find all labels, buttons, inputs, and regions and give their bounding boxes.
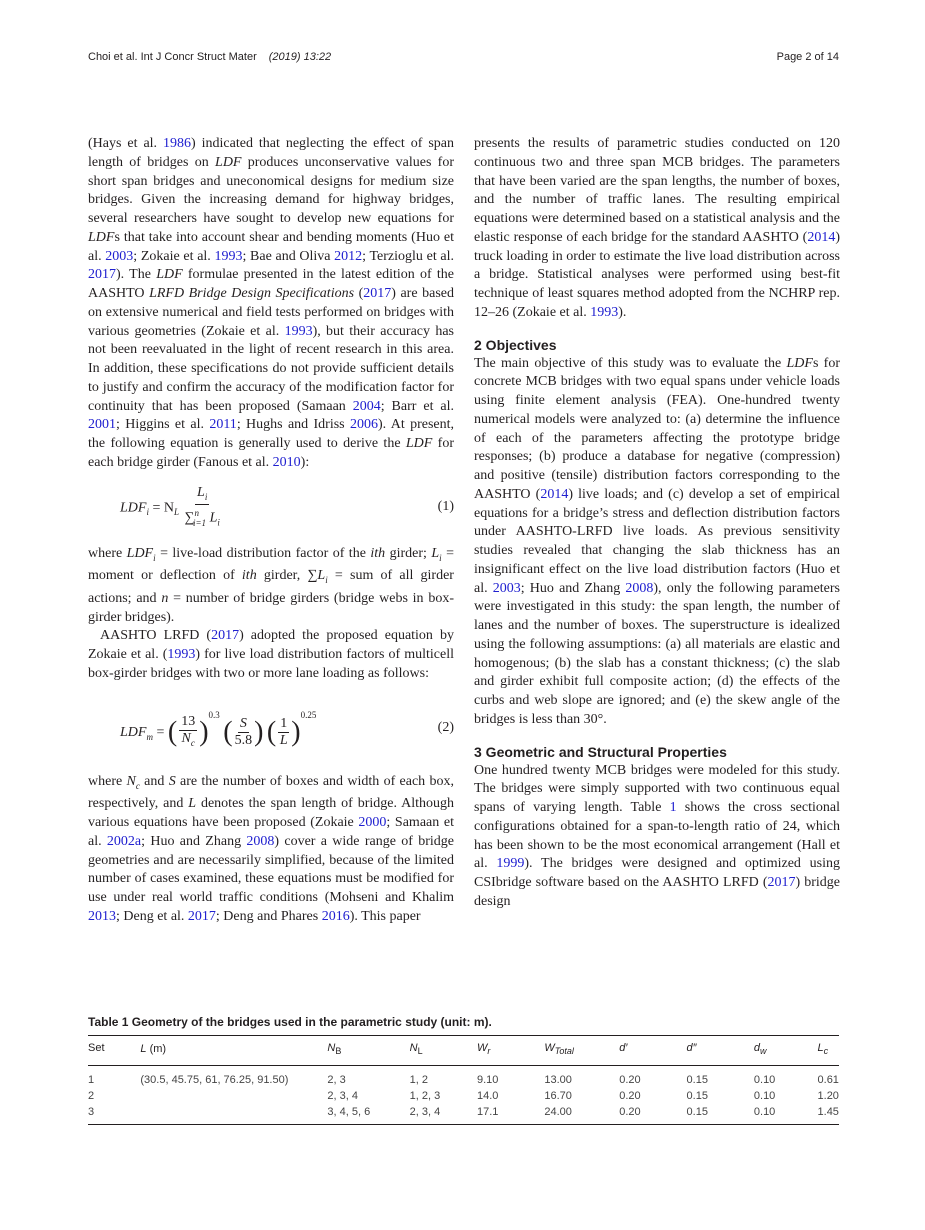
geometry-table	[88, 1035, 839, 1125]
text-run: LRFD Bridge Design Specifications	[149, 286, 355, 301]
citation-link[interactable]: 2006	[349, 417, 378, 433]
text-run: LDF	[126, 545, 154, 561]
table-cell: 0.15	[686, 1074, 708, 1087]
paragraph	[88, 135, 454, 473]
table-cell: 1, 2, 3	[409, 1090, 441, 1103]
text-run: c	[135, 780, 140, 791]
citation-link[interactable]: 2017	[211, 628, 240, 644]
eq-term: 1	[280, 715, 288, 731]
eq-term: ∑	[184, 510, 195, 526]
text-run: ) indicated that neglecting the effect of span length of bridges on	[88, 136, 454, 170]
text-run: presents the results of parametric studies conducted on 120 continuous two and three span MCB bridges. The parameters that have been varied are the span lengths, the number of boxes, and the number of traffic lanes. The resulting empirical equations were determined based on a statistical analysis and the elastic response of each bridge for the standard AASHTO (	[474, 136, 840, 245]
text-run: L	[431, 545, 440, 561]
paragraph	[88, 627, 454, 683]
text-run: (	[354, 286, 364, 301]
citation-link[interactable]: 1993	[214, 248, 243, 264]
eq-term: = N	[148, 499, 174, 515]
text-run: = sum of all girder actions; and	[88, 568, 454, 606]
table-cell: 1, 2	[409, 1074, 429, 1087]
table-cell: 2	[88, 1090, 95, 1103]
text-run: i	[439, 552, 442, 563]
text-run: ) for live load distribution factors of multicell box-girder bridges with two or more lane loading as follows:	[88, 647, 454, 681]
paragraph	[474, 762, 840, 912]
eq-exponent: 0.3	[208, 709, 220, 720]
text-run: L	[188, 796, 197, 812]
equation-number: (2)	[437, 719, 454, 735]
text-run: denotes the span length of bridge. Although various equations have been proposed (Zokaie	[88, 796, 454, 831]
column-header	[88, 1036, 140, 1066]
text-run: LDF	[786, 355, 813, 371]
eq-term: LDF	[120, 499, 147, 515]
text-run: ; Hughs and Idriss	[236, 417, 350, 433]
text-run: The main objective of this study was to evaluate the	[474, 355, 787, 371]
text-run: ) live loads; and (c) develop a set of empirical equations for a bridge’s stress and deflection distribution factors under AASHTO-LRFD live loads. As previous sensitivity studies revealed that changing the slab thickness has an insignificant effect on the live load distribution factors (Huo et al.	[474, 486, 840, 596]
header-subscript: r	[487, 1046, 491, 1057]
table-cell: 2, 3	[327, 1074, 346, 1087]
text-run: L	[317, 568, 326, 584]
column-header	[544, 1036, 619, 1066]
table-cell: 1	[88, 1074, 95, 1087]
text-run: LDF	[156, 267, 183, 283]
header-text: N	[327, 1042, 336, 1054]
text-run: are the number of boxes and width of each box, respectively, and	[88, 773, 454, 812]
fraction	[278, 716, 289, 749]
text-run: ).	[618, 304, 627, 320]
eq-sub: c	[190, 737, 195, 748]
running-header-citation	[88, 51, 331, 63]
citation-link[interactable]: 1999	[496, 856, 525, 872]
text-run: ; Zokaie et al.	[133, 248, 215, 264]
paragraph	[88, 773, 454, 927]
table-row	[88, 1066, 839, 1089]
text-run: i	[325, 575, 328, 586]
table-cell: 3, 4, 5, 6	[327, 1104, 409, 1125]
text-run: ) cover a wide range of bridge geometries and are necessarily simplified, because of the limited number of cases examined, these equations must be modified for use under real world traffic conditions (Mohseni and Khalim	[88, 833, 454, 906]
citation-link[interactable]: 2011	[209, 417, 237, 433]
text-run: ; Terzioglu et al.	[362, 248, 454, 264]
text-run: where	[88, 545, 127, 561]
table-cell	[140, 1104, 327, 1125]
table-cell: 0.10	[753, 1090, 776, 1103]
table-cell: 13.00	[544, 1074, 572, 1087]
header-subscript: Total	[554, 1046, 574, 1057]
table-cell: (30.5, 45.75, 61, 76.25, 91.50)	[140, 1074, 289, 1087]
citation-link[interactable]: 1993	[167, 647, 196, 663]
text-run: ), only the following parameters were investigated in this study: the span length, the number of lanes and the number of boxes. The superstructure is idealized using the following assumptions: (a) all materials are elastic and homogenous; (b) the slab has a constant thickness; (c) the slab and girder exhibit full composite action; (d) the effects of the curbs and web slope are ignored; and (e) the skew angle of the bridges is less than 30°.	[474, 580, 840, 727]
text-run: ; Bae and Oliva	[242, 248, 335, 264]
text-run: ):	[300, 454, 310, 470]
table-cell: 17.1	[477, 1104, 544, 1125]
table-cell: 0.61	[817, 1074, 839, 1087]
column-header	[477, 1036, 544, 1066]
citation-link[interactable]: 2014	[807, 229, 836, 245]
text-run: ). The	[116, 267, 157, 283]
text-run: for each bridge girder (Fanous et al.	[88, 436, 454, 470]
text-run: LDF	[405, 436, 433, 451]
header-text: N	[409, 1042, 418, 1054]
text-run: shows the cross sectional configurations obtained for a span-to-length ratio of 24, which has been shown to be the most economical arrangement (Hall et al.	[474, 800, 840, 872]
text-run: AASHTO LRFD (	[100, 628, 212, 644]
text-run: formulae presented in the latest edition of the AASHTO	[88, 267, 454, 301]
column-header	[327, 1036, 409, 1066]
text-run: i	[153, 552, 156, 563]
table-cell: 0.20	[619, 1074, 641, 1087]
eq-sub: m	[146, 731, 153, 742]
header-subscript: L	[417, 1046, 423, 1057]
citation-link[interactable]: 2003	[492, 580, 521, 596]
text-run: = number of bridge girders (bridge webs in box-girder bridges).	[88, 590, 454, 625]
header-subscript: c	[823, 1046, 829, 1057]
text-run: ). This paper	[349, 908, 421, 924]
text-run: N	[126, 773, 136, 789]
table-cell: 9.10	[476, 1074, 499, 1087]
table-cell: 3	[88, 1104, 140, 1125]
citation-link[interactable]: 2017	[88, 267, 116, 283]
text-run: ) bridge design	[474, 875, 840, 909]
text-run: where	[88, 773, 127, 789]
page-number: Page 2 of 14	[776, 51, 839, 63]
text-run: produces unconservative values for short span bridges and uneconomical designs for medium size bridges. Given the increasing demand for highway bridges, several researchers have sought to develop new equations for	[88, 154, 455, 226]
text-run: ) truck loading in order to estimate the live load distribution across a bridge. Statistical analyses were performed using best-fit technique of least squares method adopted from the NCHRP rep. 12–26 (Zokaie et al.	[474, 229, 840, 320]
citation-link[interactable]: 1	[669, 800, 677, 815]
text-run: (Hays et al.	[88, 136, 164, 151]
citation-link[interactable]: 2017	[363, 286, 392, 301]
column-header	[754, 1036, 818, 1066]
table-caption: Table 1 Geometry of the bridges used in the parametric study (unit: m).	[88, 1015, 492, 1029]
table-cell	[140, 1088, 327, 1104]
eq-term: 5.8	[234, 732, 253, 748]
journal-citation: Choi et al. Int J Concr Struct Mater	[88, 51, 257, 63]
citation-link[interactable]: 2008	[246, 833, 275, 849]
citation-link[interactable]: 2002a	[106, 833, 142, 849]
text-run: girder;	[385, 545, 432, 561]
table-cell: 0.10	[753, 1074, 776, 1087]
header-text: W	[476, 1042, 488, 1054]
text-run: ). At present, the following equation is generally used to derive the	[88, 417, 454, 451]
table-cell: 0.15	[686, 1090, 708, 1103]
text-run: ) are based on extensive numerical and field tests performed on bridges with various geometries (Zokaie et al.	[88, 286, 454, 339]
header-text: L	[140, 1043, 147, 1056]
text-run: ; Huo and Zhang	[141, 833, 247, 849]
column-header	[619, 1036, 686, 1066]
header-subscript: B	[335, 1046, 342, 1057]
table-cell: 0.15	[687, 1104, 754, 1125]
eq-sub: i=1	[192, 517, 207, 528]
equation-2: $LDF_m$ = ( $\frac{13}{N_c}$ )$^{0.3}$ ( $\frac{S}{5.8}$ ) ( $\frac{1}{L}$ )$^{0.25}$ (2)	[88, 706, 454, 751]
text-run: ; Deng et al.	[116, 908, 188, 924]
citation-link[interactable]: 2012	[334, 248, 363, 264]
text-run: One hundred twenty MCB bridges were modeled for this study. The bridges were simply supported with two continuous equal spans of varying length. Table	[474, 762, 840, 815]
header-text: d′	[619, 1042, 628, 1054]
eq-term: L	[197, 484, 205, 500]
text-run: ; Samaan et al.	[88, 815, 454, 849]
paragraph	[88, 545, 454, 628]
citation-link[interactable]: 2000	[358, 815, 387, 831]
table-cell: 0.10	[754, 1104, 818, 1125]
text-run: ). The bridges were designed and optimized using CSIbridge software based on the AASHTO LRFD (	[474, 856, 840, 890]
citation-link[interactable]: 2016	[321, 908, 350, 924]
text-run: ; Barr et al.	[380, 398, 454, 414]
text-run: girder, ∑	[256, 568, 318, 584]
text-run: s for concrete MCB bridges with two equal spans under vehicle loads using finite element analysis (FEA). One-hundred twenty numerical models were analyzed to: (a) determine the influence of each of the parameters affecting the prototype bridge responses; (b) produce a database for negative (compression) and positive (tensile) distribution factors corresponding to the AASHTO (	[474, 355, 840, 502]
eq-sup: n	[194, 508, 199, 519]
table-cell: 0.20	[619, 1090, 641, 1103]
header-text: L	[817, 1042, 824, 1054]
citation-link[interactable]: 2014	[540, 486, 569, 502]
citation-link[interactable]: 2017	[187, 908, 216, 924]
header-text: Set	[88, 1042, 105, 1054]
text-run: ; Huo and Zhang	[520, 580, 626, 596]
equation-1	[88, 485, 454, 531]
table-cell: 0.20	[619, 1104, 686, 1125]
citation-link[interactable]: 2010	[272, 454, 301, 470]
eq-term: N	[181, 730, 191, 746]
paragraph	[474, 355, 840, 730]
text-run: s that take into account shear and bending moments (Huo et al.	[88, 229, 454, 264]
text-run: ; Higgins et al.	[116, 417, 210, 433]
eq-term: L	[206, 510, 218, 526]
eq-term: S	[239, 715, 247, 731]
header-text: d	[753, 1042, 761, 1054]
table-row	[88, 1088, 839, 1104]
year-volume: (2019) 13:22	[268, 51, 332, 63]
text-run: ), but their accuracy has not been reevaluated in the light of recent research in this area. In addition, these specifications do not provide sufficient details to justify and confirm the accuracy of the modification factor for continuity that has been proposed (Samaan	[88, 323, 455, 414]
text-run: = moment or deflection of	[88, 545, 455, 584]
eq-sub: i	[146, 506, 149, 517]
eq-sub: i	[204, 491, 208, 502]
table-cell: 2, 3, 4	[410, 1104, 477, 1125]
citation-link[interactable]: 2001	[88, 417, 116, 433]
paragraph	[474, 135, 840, 323]
eq-term: LDF	[120, 724, 147, 740]
fraction	[179, 714, 197, 751]
text-run: ) adopted the proposed equation by Zokaie et al. (	[88, 628, 454, 663]
eq-exponent: 0.25	[300, 709, 317, 720]
eq-term: L	[279, 732, 288, 748]
citation-link[interactable]: 2013	[88, 908, 116, 924]
header-subscript: w	[760, 1046, 767, 1057]
citation-link[interactable]: 2008	[625, 580, 654, 596]
citation-link[interactable]: 1993	[590, 304, 619, 320]
header-subscript: (m)	[146, 1043, 167, 1056]
text-run: ith	[241, 568, 257, 584]
text-run: = live-load distribution factor of the	[155, 545, 371, 561]
eq-term: 13	[181, 713, 196, 729]
equation-number: (1)	[437, 499, 454, 515]
citation-link[interactable]: 1986	[163, 136, 192, 151]
column-header	[818, 1036, 839, 1066]
column-header	[410, 1036, 477, 1066]
text-run: S	[168, 773, 176, 789]
citation-link[interactable]: 2017	[767, 875, 796, 890]
section-heading-objectives: 2 Objectives	[474, 336, 557, 353]
left-column	[88, 135, 454, 927]
text-run: ; Deng and Phares	[215, 908, 322, 924]
header-text: d″	[686, 1042, 697, 1054]
citation-link[interactable]: 1993	[284, 323, 313, 339]
table-1	[88, 1015, 839, 1125]
column-header	[687, 1036, 754, 1066]
text-run: LDF	[215, 154, 242, 170]
section-heading-geometric: 3 Geometric and Structural Properties	[474, 743, 727, 760]
text-run: LDF	[88, 229, 115, 245]
table-cell: 2, 3, 4	[327, 1090, 358, 1103]
fraction	[185, 485, 220, 531]
table-cell: 24.00	[544, 1104, 619, 1125]
table-cell: 16.70	[544, 1090, 572, 1103]
text-run: and	[139, 773, 169, 789]
table-row	[88, 1104, 839, 1125]
table-cell: 14.0	[476, 1090, 499, 1103]
eq-sub: L	[173, 506, 179, 517]
header-text: W	[544, 1042, 555, 1054]
citation-link[interactable]: 2004	[352, 398, 381, 414]
table-cell: 1.20	[817, 1090, 839, 1103]
text-run: n	[161, 590, 169, 606]
citation-link[interactable]: 2003	[105, 248, 134, 264]
eq-sub: i	[217, 517, 220, 528]
right-column	[474, 135, 840, 912]
text-run: ith	[370, 545, 386, 561]
table-cell: 1.45	[818, 1104, 839, 1125]
column-header	[140, 1036, 327, 1066]
fraction	[235, 716, 253, 749]
eq-term: =	[152, 724, 168, 740]
